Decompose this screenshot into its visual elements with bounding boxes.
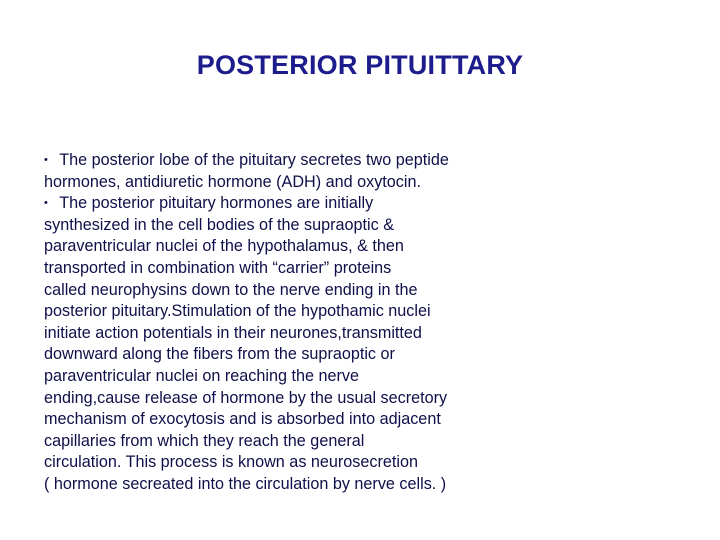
slide-title: POSTERIOR PITUITTARY <box>196 50 524 80</box>
text-line: ending,cause release of hormone by the usual secretory <box>44 388 448 407</box>
text-line: initiate action potentials in their neurones,transmitted <box>44 323 422 342</box>
text-line: transported in combination with “carrier” proteins <box>44 258 392 277</box>
bullet-icon: • <box>44 154 48 166</box>
slide-body <box>44 150 564 496</box>
text-line: mechanism of exocytosis and is absorbed into adjacent <box>44 410 441 429</box>
text-line: hormones, antidiuretic hormone (ADH) and oxytocin. <box>44 172 421 191</box>
text-line: downward along the fibers from the supraoptic or <box>44 345 395 364</box>
bullet-icon: • <box>44 197 48 210</box>
text-line: paraventricular nuclei on reaching the nerve <box>44 366 359 385</box>
text-line: paraventricular nuclei of the hypothalamus, & then <box>44 237 404 256</box>
text-line: capillaries from which they reach the general <box>44 431 365 450</box>
text-line: posterior pituitary.Stimulation of the hypothamic nuclei <box>44 302 431 321</box>
text-line: called neurophysins down to the nerve ending in the <box>44 280 418 299</box>
text-line: ( hormone secreated into the circulation by nerve cells. ) <box>44 474 447 493</box>
text-line: • The posterior pituitary hormones are initially <box>44 193 564 215</box>
text-line: circulation. This process is known as neurosecretion <box>44 453 418 472</box>
text-line: • The posterior lobe of the pituitary secretes two peptide <box>44 150 564 172</box>
text-line: synthesized in the cell bodies of the supraoptic & <box>44 215 395 234</box>
